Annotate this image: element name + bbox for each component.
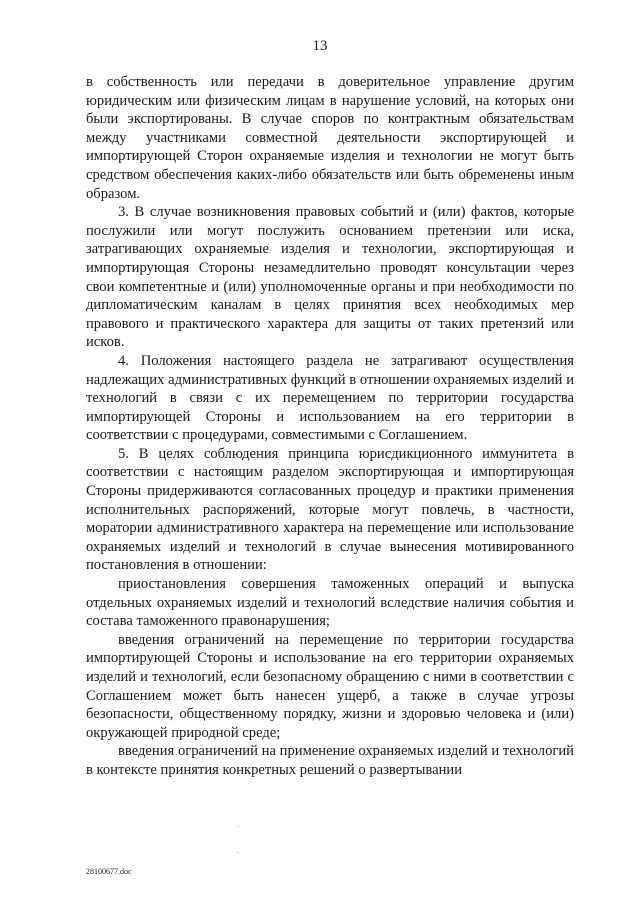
- paragraph-item-4: 4. Положения настоящего раздела не затрагивают осуществления надлежащих административных функций в отношении охраняемых изделий и технологий в связи с их перемещением по территории государства импортирующей Стороны и использованием на его территории в соответствии с процедурами, совместимыми с Соглашением.: [86, 352, 574, 444]
- document-body: [86, 73, 574, 780]
- paragraph-item-3: 3. В случае возникновения правовых событий и (или) фактов, которые послужили или могут послужить основанием претензии или иска, затрагивающих охраняемые изделия и технологии, экспортирующая и импортирующая Стороны незамедлительно проводят консультации через свои компетентные и (или) уполномоченные органы и при необходимости по дипломатическим каналам в целях принятия всех необходимых мер правового и практического характера для защиты от таких претензий или исков.: [86, 204, 574, 351]
- paragraph-subitem-customs: приостановления совершения таможенных операций и выпуска отдельных охраняемых изделий и технологий вследствие наличия события и состава таможенного правонарушения;: [86, 576, 574, 630]
- paragraph-subitem-movement: введения ограничений на перемещение по территории государства импортирующей Стороны и использование на его территории охраняемых изделий и технологий, если безопасному обращению с ними в соответствии с Соглашением может быть нанесен ущерб, а также в случае угрозы безопасности, общественному порядку, жизни и здоровью человека и (или) окружающей природной среде;: [86, 631, 574, 741]
- paragraph-continuation: в собственность или передачи в доверительное управление другим юридическим или физическим лицам в нарушение условий, на которых они были экспортированы. В случае споров по контрактным обязательствам между участниками совместной деятельности экспортирующей и импортирующей Сторон охраняемые изделия и технологии не могут быть средством обеспечения каких-либо обязательств или быть обременены иным образом.: [86, 74, 574, 202]
- page-number: 13: [312, 38, 328, 54]
- scan-speck: [238, 826, 239, 827]
- paragraph-subitem-application: введения ограничений на применение охраняемых изделий и технологий в контексте принятия конкретных решений о развертывании: [86, 743, 574, 778]
- scan-speck: [237, 852, 238, 853]
- paragraph-item-5: 5. В целях соблюдения принципа юрисдикционного иммунитета в соответствии с настоящим разделом экспортирующая и импортирующая Стороны придерживаются согласованных процедур и практики применения исполнительных распоряжений, которые могут повлечь, в частности, моратории административного характера на перемещение или использование охраняемых изделий и технологий в случае вынесения мотивированного постановления в отношении:: [86, 445, 574, 574]
- footer-filename: 28100677.doc: [86, 867, 132, 876]
